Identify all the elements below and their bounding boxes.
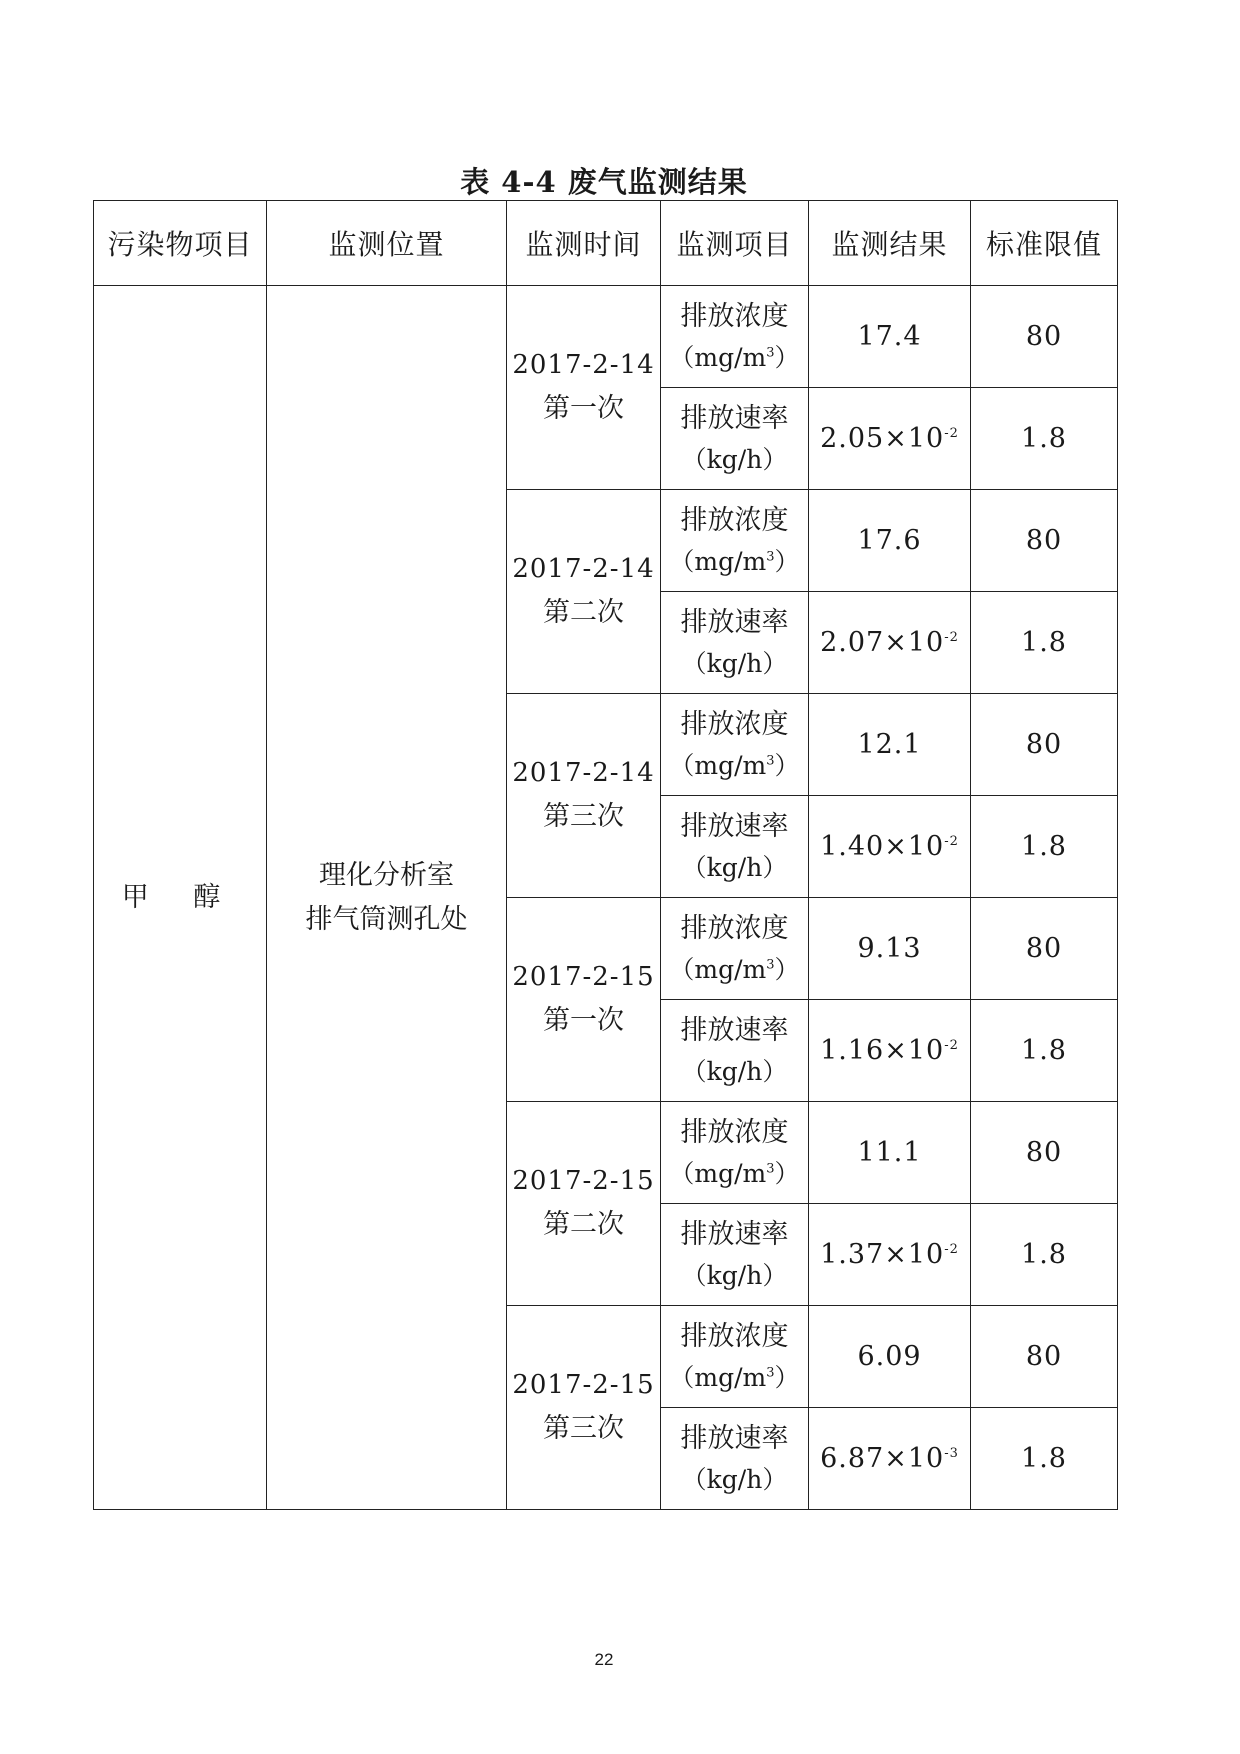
result-concentration: 11.1: [809, 1102, 971, 1204]
header-pollutant: 污染物项目: [94, 201, 267, 286]
rate-exponent: -2: [944, 629, 959, 645]
header-row: [94, 201, 1118, 286]
monitor-round: 第二次: [543, 1208, 624, 1240]
rate-exponent: -3: [944, 1445, 959, 1461]
indicator-unit: （kg/h）: [681, 1465, 788, 1495]
time-cell: [507, 490, 661, 694]
unit-base: （mg/m: [669, 1363, 767, 1393]
unit-base: （mg/m: [669, 751, 767, 781]
rate-exponent: -2: [944, 1037, 959, 1053]
rate-mantissa: 1.40×10: [820, 830, 945, 862]
indicator-concentration: [661, 490, 809, 592]
indicator-name: 排放浓度: [680, 912, 789, 944]
monitor-round: 第三次: [543, 800, 624, 832]
location-line: 排气筒测孔处: [305, 903, 468, 935]
indicator-name: 排放速率: [680, 1014, 789, 1046]
unit-close: ）: [774, 547, 800, 577]
result-rate: [809, 796, 971, 898]
monitor-date: 2017-2-15: [512, 1370, 655, 1401]
indicator-name: 排放浓度: [680, 300, 789, 332]
location-line: 理化分析室: [319, 860, 454, 892]
indicator-rate: [661, 796, 809, 898]
indicator-name: 排放浓度: [680, 1320, 789, 1352]
rate-mantissa: 2.05×10: [820, 422, 945, 454]
result-concentration: 12.1: [809, 694, 971, 796]
limit-concentration: 80: [971, 1306, 1118, 1408]
limit-concentration: 80: [971, 694, 1118, 796]
time-cell: [507, 694, 661, 898]
limit-concentration: 80: [971, 286, 1118, 388]
result-concentration: 6.09: [809, 1306, 971, 1408]
rate-exponent: -2: [944, 833, 959, 849]
unit-superscript: 3: [766, 957, 775, 973]
indicator-unit: [661, 542, 808, 582]
limit-rate: 1.8: [971, 388, 1118, 490]
unit-close: ）: [774, 955, 800, 985]
indicator-concentration: [661, 1306, 809, 1408]
indicator-unit: （kg/h）: [681, 1261, 788, 1291]
indicator-rate: [661, 1204, 809, 1306]
monitor-date: 2017-2-14: [512, 350, 655, 381]
indicator-name: 排放速率: [680, 1422, 789, 1454]
indicator-concentration: [661, 694, 809, 796]
indicator-concentration: [661, 1102, 809, 1204]
limit-rate: 1.8: [971, 796, 1118, 898]
unit-base: （mg/m: [669, 547, 767, 577]
rate-exponent: -2: [944, 1241, 959, 1257]
rate-mantissa: 6.87×10: [820, 1442, 945, 1474]
limit-rate: 1.8: [971, 1408, 1118, 1510]
monitor-date: 2017-2-15: [512, 962, 655, 993]
indicator-rate: [661, 592, 809, 694]
exhaust-monitoring-table: [93, 200, 1118, 1510]
monitor-round: 第一次: [543, 392, 624, 424]
indicator-unit: [661, 950, 808, 990]
table-row: [94, 286, 1118, 388]
location-cell: [267, 286, 507, 1510]
unit-base: （mg/m: [669, 343, 767, 373]
header-time: 监测时间: [507, 201, 661, 286]
indicator-rate: [661, 388, 809, 490]
monitor-round: 第二次: [543, 596, 624, 628]
indicator-concentration: [661, 898, 809, 1000]
time-cell: [507, 898, 661, 1102]
table-body: [94, 286, 1118, 1510]
indicator-name: 排放浓度: [680, 708, 789, 740]
indicator-name: 排放速率: [680, 402, 789, 434]
result-rate: [809, 1408, 971, 1510]
page-number: 22: [594, 1650, 614, 1669]
result-concentration: 9.13: [809, 898, 971, 1000]
monitor-date: 2017-2-15: [512, 1166, 655, 1197]
indicator-unit: （kg/h）: [681, 445, 788, 475]
indicator-rate: [661, 1408, 809, 1510]
header-limit: 标准限值: [971, 201, 1118, 286]
result-concentration: 17.4: [809, 286, 971, 388]
unit-close: ）: [774, 1363, 800, 1393]
monitor-date: 2017-2-14: [512, 758, 655, 789]
rate-mantissa: 1.16×10: [820, 1034, 945, 1066]
limit-concentration: 80: [971, 490, 1118, 592]
unit-base: （mg/m: [669, 1159, 767, 1189]
result-concentration: 17.6: [809, 490, 971, 592]
indicator-unit: （kg/h）: [681, 1057, 788, 1087]
unit-superscript: 3: [766, 549, 775, 565]
pollutant-name: 甲 醇: [121, 881, 239, 913]
rate-mantissa: 2.07×10: [820, 626, 945, 658]
header-indicator: 监测项目: [661, 201, 809, 286]
indicator-unit: （kg/h）: [681, 649, 788, 679]
table-title: 表 4-4 废气监测结果: [460, 165, 748, 199]
indicator-unit: [661, 1358, 808, 1398]
monitor-date: 2017-2-14: [512, 554, 655, 585]
indicator-unit: [661, 338, 808, 378]
limit-rate: 1.8: [971, 1000, 1118, 1102]
result-rate: [809, 1204, 971, 1306]
monitor-round: 第三次: [543, 1412, 624, 1444]
indicator-name: 排放浓度: [680, 1116, 789, 1148]
time-cell: [507, 286, 661, 490]
header-result: 监测结果: [809, 201, 971, 286]
result-rate: [809, 592, 971, 694]
indicator-rate: [661, 1000, 809, 1102]
unit-close: ）: [774, 1159, 800, 1189]
header-location: 监测位置: [267, 201, 507, 286]
rate-exponent: -2: [944, 425, 959, 441]
indicator-concentration: [661, 286, 809, 388]
pollutant-cell: [94, 286, 267, 1510]
unit-superscript: 3: [766, 1365, 775, 1381]
unit-close: ）: [774, 751, 800, 781]
result-rate: [809, 1000, 971, 1102]
indicator-name: 排放速率: [680, 810, 789, 842]
time-cell: [507, 1102, 661, 1306]
indicator-name: 排放浓度: [680, 504, 789, 536]
indicator-unit: [661, 746, 808, 786]
unit-base: （mg/m: [669, 955, 767, 985]
limit-concentration: 80: [971, 1102, 1118, 1204]
unit-superscript: 3: [766, 753, 775, 769]
monitor-round: 第一次: [543, 1004, 624, 1036]
unit-close: ）: [774, 343, 800, 373]
indicator-unit: （kg/h）: [681, 853, 788, 883]
unit-superscript: 3: [766, 1161, 775, 1177]
unit-superscript: 3: [766, 345, 775, 361]
indicator-name: 排放速率: [680, 1218, 789, 1250]
time-cell: [507, 1306, 661, 1510]
result-rate: [809, 388, 971, 490]
indicator-unit: [661, 1154, 808, 1194]
limit-rate: 1.8: [971, 592, 1118, 694]
indicator-name: 排放速率: [680, 606, 789, 638]
limit-concentration: 80: [971, 898, 1118, 1000]
rate-mantissa: 1.37×10: [820, 1238, 945, 1270]
limit-rate: 1.8: [971, 1204, 1118, 1306]
